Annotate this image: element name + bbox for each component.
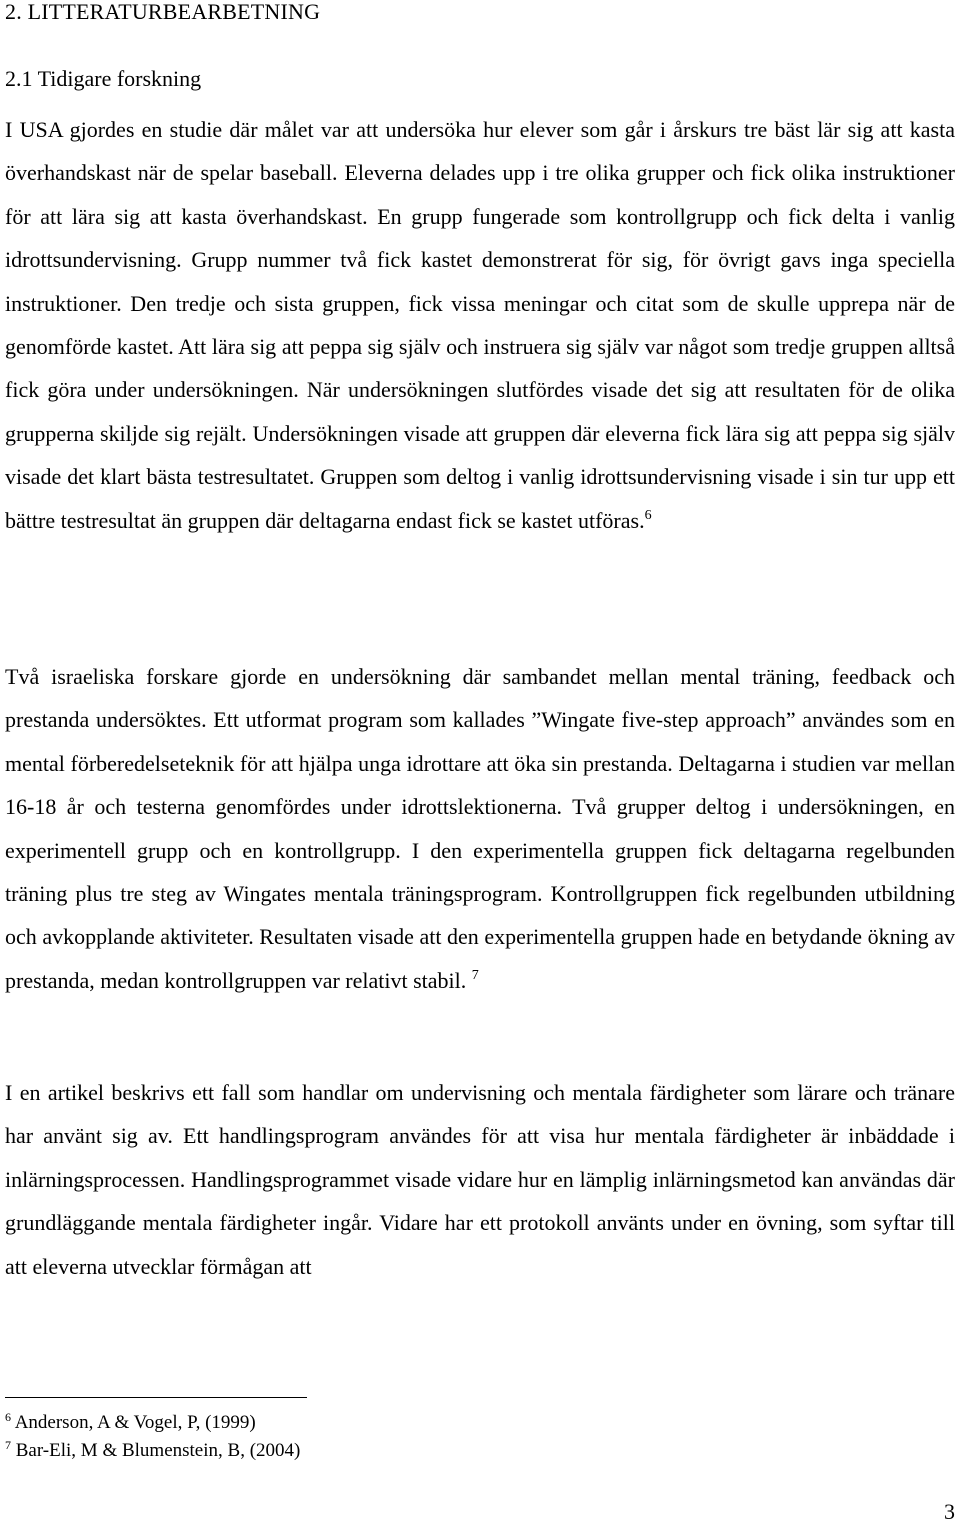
footnote bbox=[5, 1412, 256, 1434]
paragraph-usa-study bbox=[5, 108, 955, 542]
footnote-reference: 7 bbox=[471, 967, 479, 983]
paragraph-article bbox=[5, 1071, 955, 1288]
section-heading: 2.1 Tidigare forskning bbox=[5, 66, 202, 91]
paragraph-text: Två israeliska forskare gjorde en undersökning där sambandet mellan mental träning, feedback och prestanda undersöktes. Ett utformat program som kallades ”Wingate five-step approach” användes som en mental förberedelseteknik för att hjälpa unga idrottare att öka sin prestanda. Deltagarna i studien var mellan 16-18 år och testerna genomfördes under idrottslektionerna. Två grupper deltog i undersökningen, en experimentell grupp och en kontrollgrupp. I den experimentella gruppen fick deltagarna regelbunden träning plus tre steg av Wingates mentala träningsprogram. Kontrollgruppen fick regelbunden utbildning och avkopplande aktiviteter. Resultaten visade att den experimentella gruppen hade en betydande ökning av prestanda, medan kontrollgruppen var relativt stabil. bbox=[5, 664, 955, 993]
footnote bbox=[5, 1440, 300, 1462]
footnote-text: Bar-Eli, M & Blumenstein, B, (2004) bbox=[15, 1440, 301, 1461]
footnote-number: 6 bbox=[5, 1410, 11, 1424]
footnote-number: 7 bbox=[5, 1438, 11, 1452]
page-number: 3 bbox=[944, 1499, 955, 1524]
paragraph-text: I USA gjordes en studie där målet var att undersöka hur elever som går i årskurs tre bäst lär sig att kasta överhandskast när de spelar baseball. Eleverna delades upp i tre olika grupper och fick olika instruktioner för att lära sig att kasta överhandskast. En grupp fungerade som kontrollgrupp och fick delta i vanlig idrottsundervisning. Grupp nummer två fick kastet demonstrerat för sig, för övrigt gavs inga speciella instruktioner. Den tredje och sista gruppen, fick vissa meningar och citat som de skulle upprepa när de genomförde kastet. Att lära sig att peppa sig själv och instruera sig själv var något som tredje gruppen alltså fick göra under undersökningen. När undersökningen slutfördes visade det sig att resultaten för de olika grupperna skiljde sig rejält. Undersökningen visade att gruppen där eleverna fick lära sig att peppa sig själv visade det klart bästa testresultatet. Gruppen som deltog i vanlig idrottsundervisning visade i sin tur upp ett bättre testresultat än gruppen där deltagarna endast fick se kastet utföras. bbox=[5, 117, 955, 533]
footnote-reference: 6 bbox=[644, 507, 652, 523]
footnote-separator bbox=[5, 1397, 307, 1398]
footnote-text: Anderson, A & Vogel, P, (1999) bbox=[14, 1412, 256, 1433]
chapter-heading: 2. LITTERATURBEARBETNING bbox=[5, 0, 321, 24]
paragraph-text: I en artikel beskrivs ett fall som handlar om undervisning och mentala färdigheter som lärare och tränare har använt sig av. Ett handlingsprogram användes för att visa hur mentala färdigheter är inbäddade i inlärningsprocessen. Handlingsprogrammet visade vidare hur en lämplig inlärningsmetod kan användas där grundläggande mentala färdigheter ingår. Vidare har ett protokoll använts under en övning, som syftar till att eleverna utvecklar förmågan att bbox=[5, 1080, 955, 1279]
paragraph-israeli-study bbox=[5, 655, 955, 1002]
